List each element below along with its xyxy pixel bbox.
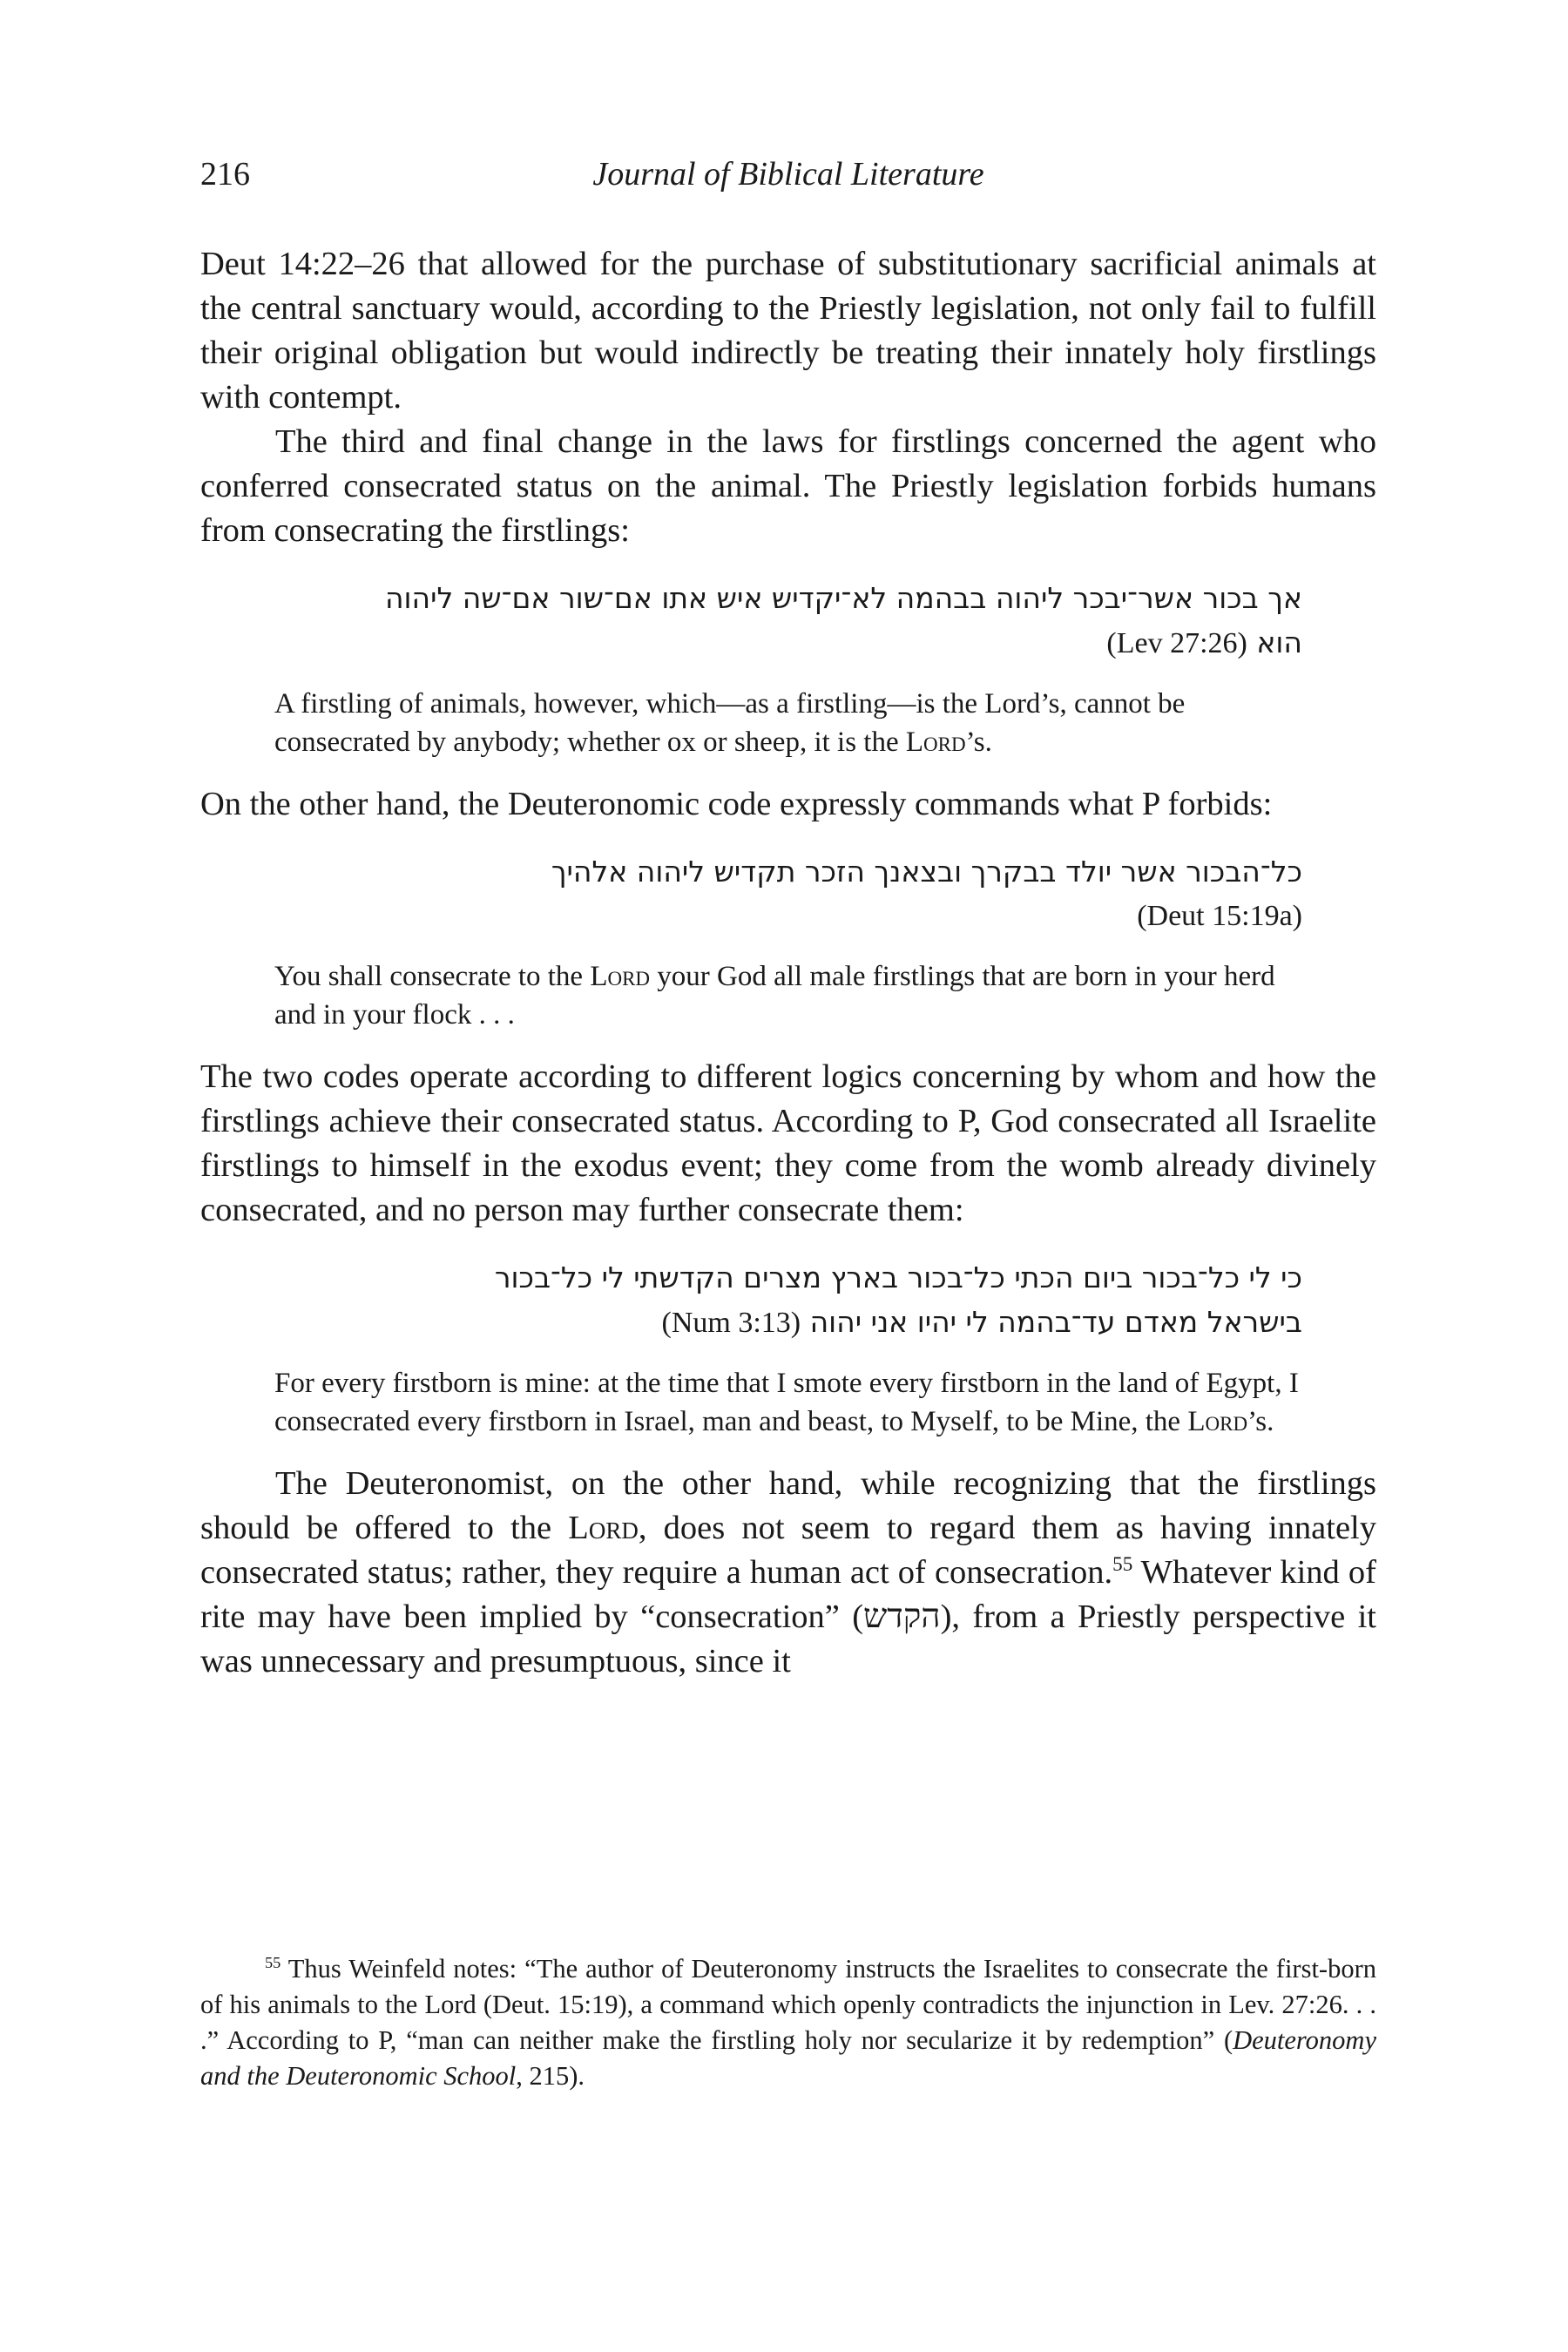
footnotes [200, 1951, 1376, 2094]
paragraph-text: The Deuteronomist, on the other hand, while recognizing that the firstlings should be offered to the [200, 1465, 1376, 1546]
paragraph-1: Deut 14:22–26 that allowed for the purchase of substitutionary sacrificial animals at the central sanctuary would, according to the Priestly legislation, not only fail to fulfill their original obligation but would indirectly be treating their innately holy firstlings with contempt. [200, 246, 1376, 416]
translation-text: ’s. [965, 727, 992, 758]
hebrew-line [287, 620, 1302, 666]
paragraph-2: The third and final change in the laws for firstlings concerned the agent who conferred consecrated status on the animal. The Priestly legislation forbids humans from consecrating the firstlings: [200, 423, 1376, 549]
paragraph-3: On the other hand, the Deuteronomic code expressly commands what P forbids: [200, 786, 1273, 822]
hebrew-word: הקדש [863, 1598, 941, 1635]
paragraph-text: Whatever kind of rite may have been implied by “consecration” ( [200, 1554, 1376, 1635]
hebrew-text: בישראל מאדם עד־בהמה לי יהיו אני יהוה [809, 1305, 1302, 1339]
hebrew-quote-lev [287, 576, 1302, 666]
translation-text: For every firstborn is mine: at the time that I smote every firstborn in the land of Egypt, I consecrated every firstborn in Israel, man and beast, to Myself, to be Mine, the [274, 1368, 1299, 1437]
hebrew-text: הוא [1256, 625, 1302, 659]
page-number: 216 [200, 156, 250, 193]
footnote-marker[interactable]: 55 [1112, 1552, 1133, 1576]
translation-deut [274, 957, 1302, 1034]
footnote-number: 55 [265, 1953, 281, 1971]
translation-lev [274, 685, 1302, 761]
paragraph-5 [200, 1462, 1376, 1684]
cited-title: Deuteronomy and the Deuteronomic School [200, 2025, 1376, 2091]
hebrew-line: אך בכור אשר־יבכר ליהוה בבהמה לא־יקדיש איש אתו אם־שור אם־שה ליהוה [384, 581, 1302, 615]
divine-name: Lord [905, 727, 966, 758]
divine-name: Lord [590, 961, 651, 992]
paragraph-4: The two codes operate according to different logics concerning by whom and how the firstlings achieve their consecrated status. According to P, God consecrated all Israelite firstlings to himself in the exodus event; they come from the womb already divinely consecrated, and no person may further consecrate them: [200, 1058, 1376, 1228]
translation-text: A firstling of animals, however, which—as a firstling—is the Lord’s, cannot be consecrated by anybody; whether ox or sheep, it is the [274, 688, 1186, 758]
verse-reference: (Lev 27:26) [1106, 627, 1247, 659]
main-text [200, 242, 1376, 1684]
divine-name: Lord [568, 1510, 639, 1546]
footnote-text: Thus Weinfeld notes: “The author of Deuteronomy instructs the Israelites to consecrate the first-born of his animals to the Lord (Deut. 15:19), a command which openly contradicts the injunction in Lev. 27:26. . . .” According to P, “man can neither make the firstling holy nor secularize it by redemption” ( [200, 1954, 1376, 2055]
translation-text: your God all male firstlings that are born in your herd and in your flock . . . [274, 961, 1275, 1031]
translation-text: ’s. [1247, 1406, 1274, 1437]
hebrew-line: כל־הבכור אשר יולד בבקרך ובצאנך הזכר תקדיש ליהוה אלהיך [551, 855, 1302, 889]
hebrew-line [287, 1300, 1302, 1345]
translation-num [274, 1364, 1302, 1441]
verse-reference: (Deut 15:19a) [1137, 900, 1302, 932]
hebrew-quote-deut [287, 849, 1302, 938]
divine-name: Lord [1187, 1406, 1248, 1437]
translation-text: You shall consecrate to the [274, 961, 591, 992]
footnote-text: , 215). [516, 2061, 585, 2091]
paragraph-text: ), from a Priestly perspective it was unnecessary and presumptuous, since it [200, 1598, 1376, 1680]
running-head [200, 155, 1376, 207]
journal-page [200, 0, 1376, 2352]
paragraph-text: , does not seem to regard them as having innately consecrated status; rather, they require a human act of consecration. [200, 1510, 1376, 1591]
verse-reference: (Num 3:13) [661, 1307, 801, 1339]
hebrew-quote-num [287, 1255, 1302, 1345]
hebrew-line: כי לי כל־בכור ביום הכתי כל־בכור בארץ מצרים הקדשתי לי כל־בכור [494, 1260, 1302, 1294]
footnote-55 [200, 1951, 1376, 2094]
journal-title: Journal of Biblical Literature [592, 156, 984, 193]
